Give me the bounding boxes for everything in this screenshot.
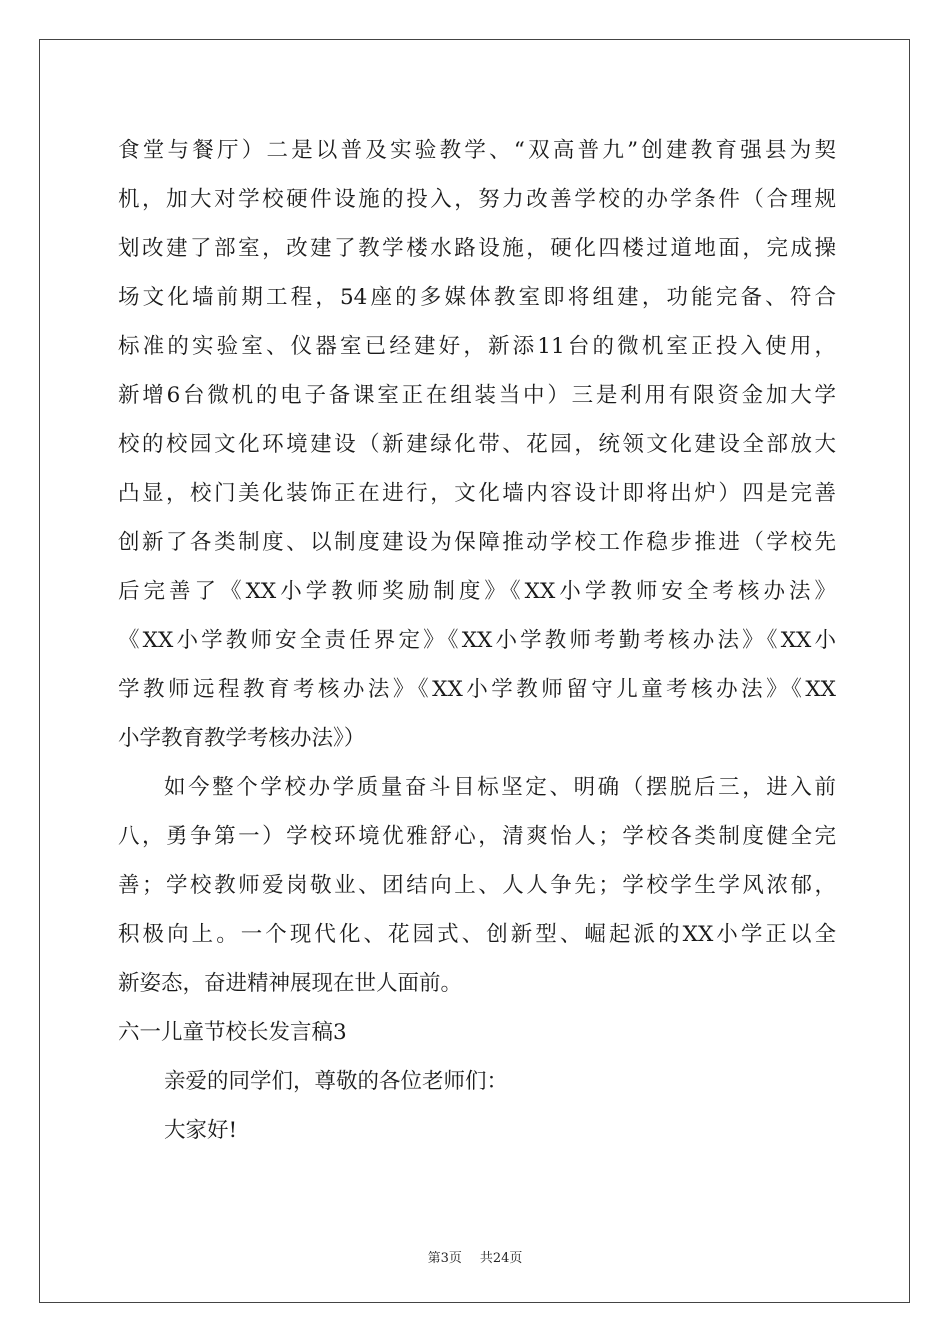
text-line: 标准的实验室、仪器室已经建好，新添11台的微机室正投入使用， [118, 334, 836, 359]
text-line: 划改建了部室，改建了教学楼水路设施，硬化四楼过道地面，完成操 [118, 236, 836, 261]
text-line: 后完善了《XX小学教师奖励制度》《XX小学教师安全考核办法》 [118, 579, 836, 604]
page-total: 共24页 [479, 1251, 523, 1266]
page-footer [0, 1250, 950, 1268]
text-line: 善；学校教师爱岗敬业、团结向上、人人争先；学校学生学风浓郁， [118, 873, 836, 898]
text-line: 机，加大对学校硬件设施的投入，努力改善学校的办学条件（合理规 [118, 187, 836, 212]
text-line: 《XX小学教师安全责任界定》《XX小学教师考勤考核办法》《XX小 [118, 628, 836, 653]
text-line: 创新了各类制度、以制度建设为保障推动学校工作稳步推进（学校先 [118, 530, 836, 555]
text-line: 校的校园文化环境建设（新建绿化带、花园，统领文化建设全部放大 [118, 432, 836, 457]
text-line: 学教师远程教育考核办法》《XX小学教师留守儿童考核办法》《XX [118, 677, 836, 702]
text-line: 八，勇争第一）学校环境优雅舒心，清爽怡人；学校各类制度健全完 [118, 824, 836, 849]
text-line: 食堂与餐厅）二是以普及实验教学、“双高普九”创建教育强县为契 [118, 138, 836, 163]
page-border [39, 39, 910, 1303]
text-line: 新姿态，奋进精神展现在世人面前。 [118, 971, 463, 996]
text-line: 积极向上。一个现代化、花园式、创新型、崛起派的XX小学正以全 [118, 922, 836, 947]
text-line: 小学教育教学考核办法》） [118, 726, 366, 751]
text-line: 场文化墙前期工程，54座的多媒体教室即将组建，功能完备、符合 [118, 285, 836, 310]
greeting-line: 大家好! [164, 1118, 238, 1143]
paragraph-first-line: 如今整个学校办学质量奋斗目标坚定、明确（摆脱后三，进入前 [164, 775, 836, 800]
text-line: 新增6台微机的电子备课室正在组装当中）三是利用有限资金加大学 [118, 383, 836, 408]
salutation-line: 亲爱的同学们，尊敬的各位老师们： [164, 1069, 509, 1094]
page-number: 第3页 [427, 1251, 462, 1266]
section-heading: 六一儿童节校长发言稿3 [118, 1020, 347, 1045]
text-line: 凸显，校门美化装饰正在进行，文化墙内容设计即将出炉）四是完善 [118, 481, 836, 506]
